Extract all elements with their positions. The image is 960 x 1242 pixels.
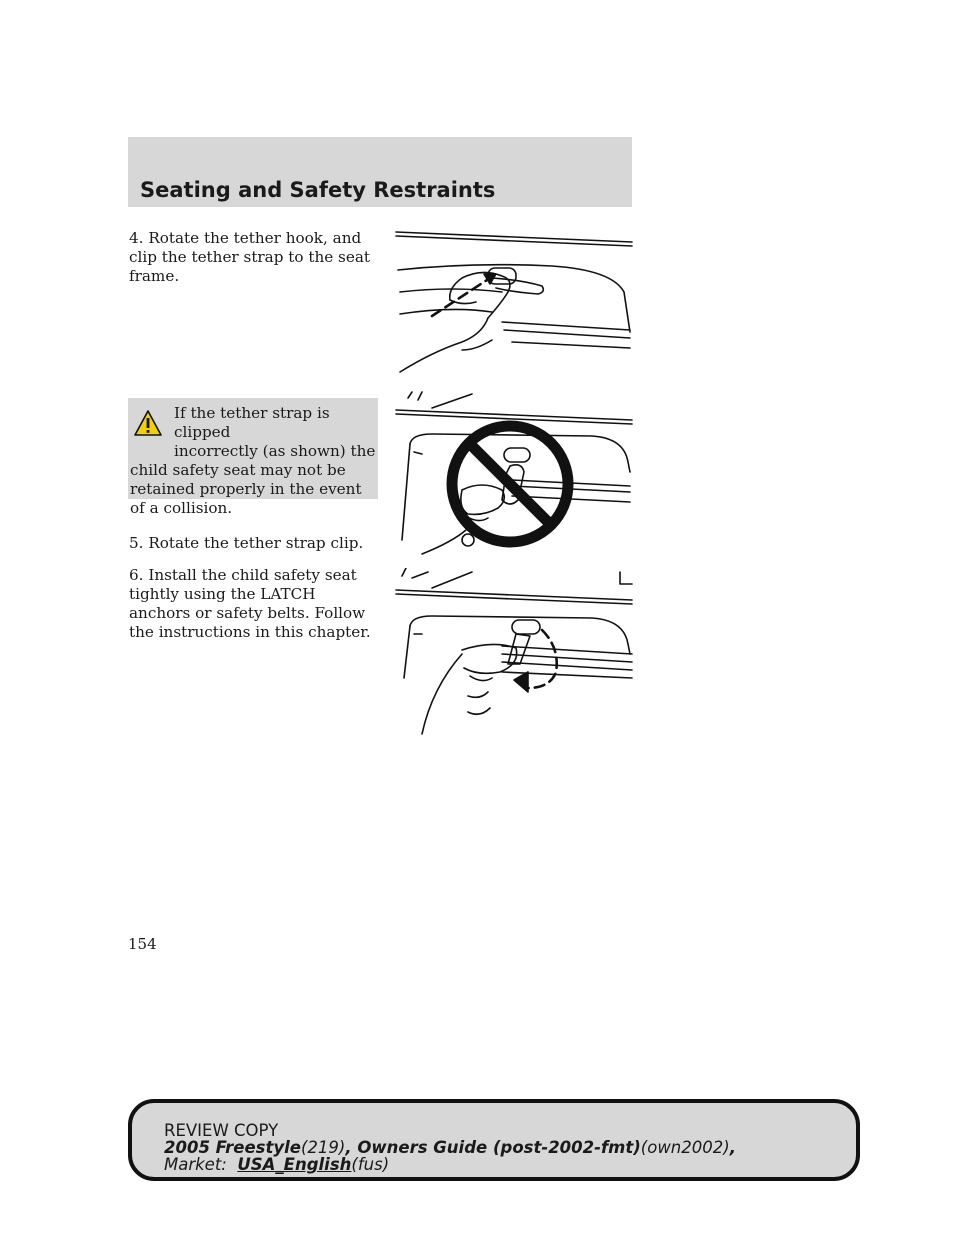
tether-hook-illustration (392, 222, 636, 380)
footer-sep-1: , (345, 1138, 358, 1157)
warning-line-2: incorrectly (as shown) the (174, 442, 376, 460)
warning-text (130, 404, 376, 518)
footer-market-code: (fus) (351, 1155, 390, 1174)
incorrect-tether-illustration (392, 390, 636, 562)
footer-model-code: (219) (300, 1138, 346, 1157)
step-4-text: 4. Rotate the tether hook, and clip the tether strap to the seat frame. (129, 229, 370, 285)
footer-guide-code: (own2002) (640, 1138, 730, 1157)
footer-model: 2005 Freestyle (164, 1138, 301, 1157)
footer-guide: Owners Guide (post-2002-fmt) (357, 1138, 641, 1157)
footer-market-label: Market: (164, 1155, 227, 1174)
footer-market-line (164, 1156, 854, 1173)
footer-sep-2: , (729, 1138, 736, 1157)
footer-market: USA_English (237, 1155, 352, 1174)
page-number: 154 (128, 935, 157, 953)
footer-review-copy: REVIEW COPY (164, 1121, 279, 1140)
section-title: Seating and Safety Restraints (140, 178, 496, 202)
footer-text (164, 1122, 854, 1173)
rotate-clip-illustration (392, 568, 636, 740)
step-5-text: 5. Rotate the tether strap clip. (129, 534, 364, 552)
warning-line-1: If the tether strap is clipped (174, 404, 330, 441)
footer-document-info (164, 1139, 854, 1156)
warning-rest: child safety seat may not be retained properly in the event of a collision. (130, 461, 362, 517)
step-6-text: 6. Install the child safety seat tightly using the LATCH anchors or safety belts. Follow the instructions in this chapter. (129, 566, 371, 641)
